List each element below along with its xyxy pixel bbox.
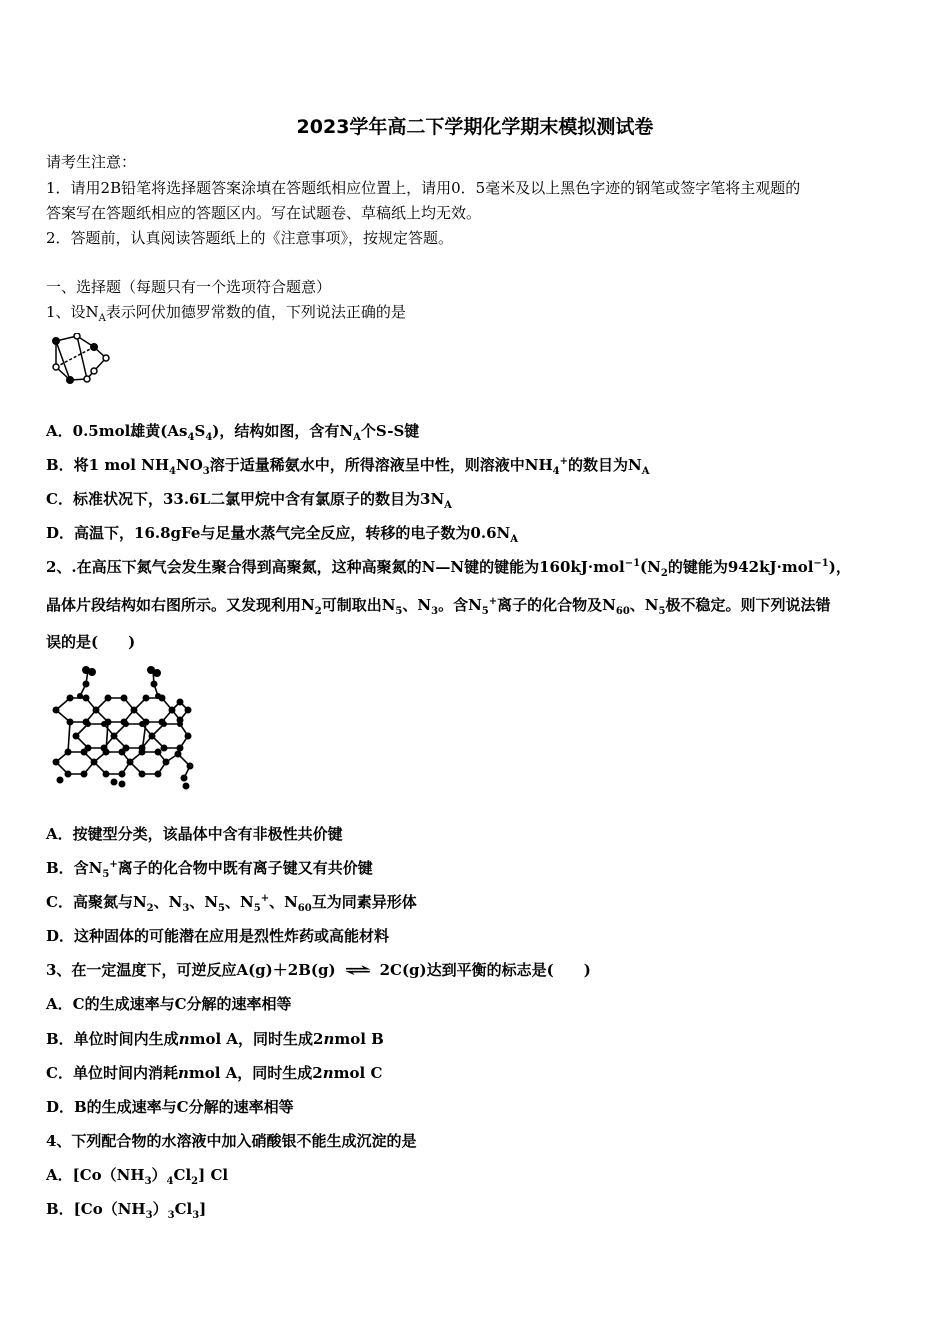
equilibrium-arrow: ⇌ [343, 961, 372, 979]
question-3-option-d: D．B的生成速率与C分解的速率相等 [46, 1098, 294, 1116]
question-2-option-c: C．高聚氮与$N_2$、$N_3$、$N_5$、$N_5^+$、$N_{60}$互为同素异形体 [46, 893, 417, 914]
question-4-stem: 4、下列配合物的水溶液中加入硝酸银不能生成沉淀的是 [46, 1132, 417, 1150]
notice-item-2: 2．答题前，认真阅读答题纸上的《注意事项》，按规定答题。 [46, 229, 454, 247]
question-2-option-b: B．含$N_5^+$离子的化合物中既有离子键又有共价键 [46, 859, 373, 880]
section-heading: 一、选择题（每题只有一个选项符合题意） [46, 278, 332, 296]
page-title: 2023学年高二下学期化学期末模拟测试卷 [296, 116, 654, 138]
question-2-option-a: A．按键型分类，该晶体中含有非极性共价键 [46, 825, 343, 843]
question-2-stem-line-1: 2、.在高压下氮气会发生聚合得到高聚氮，这种高聚氮的N—N键的键能为$160kJ\cdot mol^{-1}(N_2$的键能为942kJ·mol$^{-1}$)， [46, 558, 851, 579]
question-1-option-a: A．0.5mol雄黄$(As_4S_4)$，结构如图，含有$N_A$个S-S键 [46, 422, 420, 443]
question-3-option-c: C．单位时间内消耗nmol A，同时生成2nmol C [46, 1064, 383, 1082]
question-2-option-d: D．这种固体的可能潜在应用是烈性炸药或高能材料 [46, 927, 390, 945]
question-1-option-b: B．将1 mol $NH_4NO_3$溶于适量稀氨水中，所得溶液呈中性，则溶液中$NH_4^+$的数目为$N_A$ [46, 456, 650, 477]
notice-item-1-line-1: 1．请用2B铅笔将选择题答案涂填在答题纸相应位置上，请用0．5毫米及以上黑色字迹的钢笔或签字笔将主观题的 [46, 179, 801, 197]
notice-item-1-line-2: 答案写在答题纸相应的答题区内。写在试题卷、草稿纸上均无效。 [46, 204, 482, 222]
question-1-stem: 1、设$N_A$表示阿伏加德罗常数的值，下列说法正确的是 [46, 303, 406, 324]
question-2-stem-line-3: 误的是( ) [46, 633, 136, 651]
notice-heading: 请考生注意： [46, 153, 137, 171]
question-2-stem-line-2: 晶体片段结构如右图所示。又发现利用$N_2$可制取出$N_5$、$N_3$。含$N_5^+$离子的化合物及$N_{60}$、$N_5$极不稳定。则下列说法错 [46, 596, 831, 617]
as4s4-structure-figure [44, 333, 114, 389]
question-3-option-b: B．单位时间内生成nmol A，同时生成2nmol B [46, 1030, 384, 1048]
question-3-stem: 3、在一定温度下，可逆反应A(g)＋2B(g) ⇌ 2C(g)达到平衡的标志是( ) [46, 961, 591, 979]
question-1-option-c: C．标准状况下，33.6L二氯甲烷中含有氯原子的数目为$3N_A$ [46, 490, 452, 511]
question-4-option-a: A．$[Co(NH_3)_4Cl_2]$ Cl [46, 1166, 229, 1187]
question-3-option-a: A．C的生成速率与C分解的速率相等 [46, 995, 292, 1013]
question-4-option-b: B．$[Co(NH_3)_3Cl_3]$ [46, 1200, 207, 1221]
polymeric-nitrogen-figure [46, 662, 196, 794]
question-1-option-d: D．高温下，16.8gFe与足量水蒸气完全反应，转移的电子数为$0.6N_A$ [46, 524, 518, 545]
